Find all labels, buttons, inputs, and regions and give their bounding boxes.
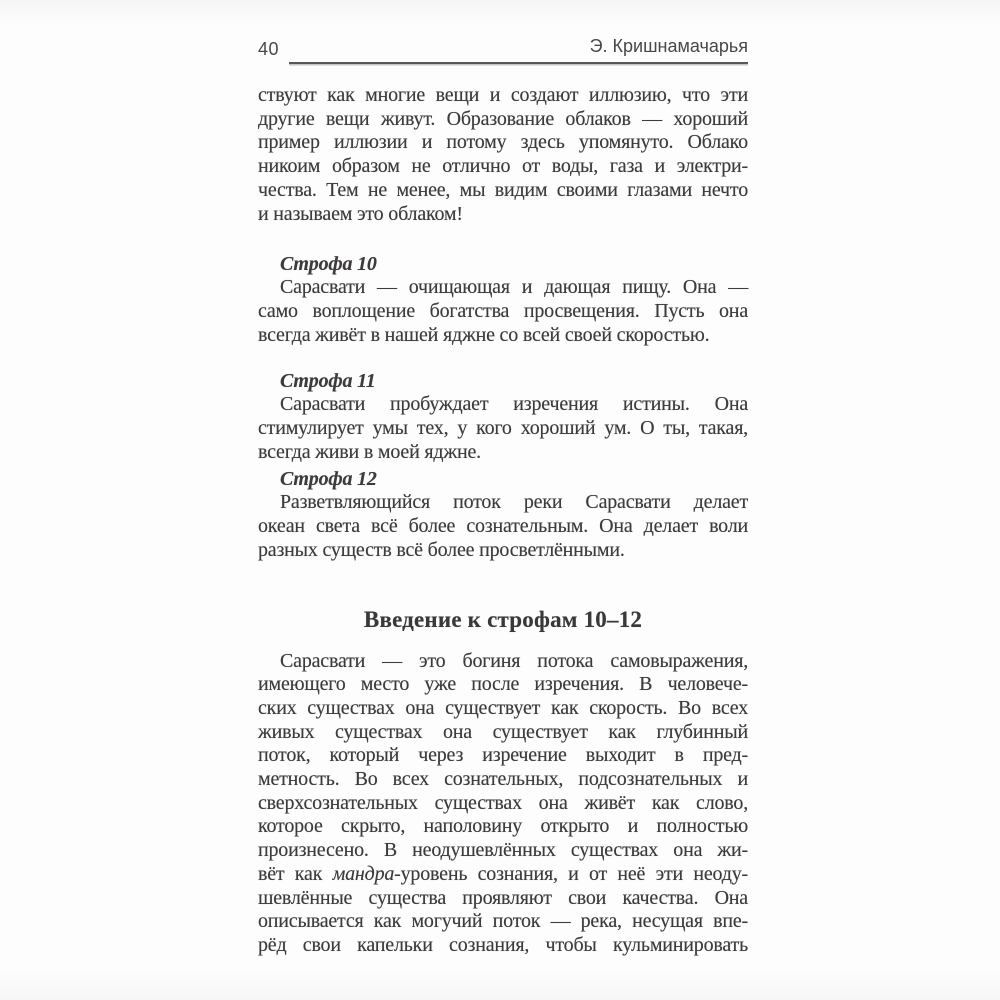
paragraph-continuation [258,84,748,226]
text-line: Разветвляющийся поток реки Сарасвати делает [280,491,748,514]
page-number: 40 [258,39,280,59]
text-line: ствуют как многие вещи и создают иллюзию, что эти [258,84,748,106]
text-line: поток, который через изречение выходит в пред- [258,744,748,767]
text-line: имеющего место уже после изречения. В человече- [258,673,748,696]
text-line: всегда живёт в нашей яджне со всей своей скоростью. [258,323,710,346]
text-line: стимулирует умы тех, у кого хороший ум. О ты, такая, [258,417,748,440]
text-line: шевлённые существа проявляют свои качества. Она [258,886,748,909]
text-line: само воплощение богатства просвещения. Пусть она [258,299,748,322]
stanza-11-paragraph [258,393,748,464]
intro-paragraph [258,650,748,958]
header-rule [289,36,748,64]
text-segment: -уровень сознания, и от неё эти неоду- [394,862,748,885]
text-line: описывается как могучий поток — река, несущая впе- [258,910,748,933]
text-line: всегда живи в моей яджне. [258,440,481,463]
text-line [258,863,748,887]
text-line: произнесено. В неодушевлённых существах она жи- [258,839,748,862]
text-segment: вёт как [258,862,333,885]
text-line: ских существах она существует как скорость. Во всех [258,696,748,719]
text-line: океан света всё более сознательным. Она делает воли [258,515,748,538]
stanza-10-heading: Строфа 10 [280,253,377,276]
italic-term: мандра [332,862,395,885]
text-line: никоим образом не отлично от воды, газа и электри- [258,155,748,178]
text-column [258,36,748,958]
text-line: и называем это облаком! [258,202,463,225]
text-line: разных существ всё более просветлёнными. [258,538,625,561]
stanza-10-paragraph [258,276,748,347]
text-line: живых существах она существует как глубинный [258,720,748,743]
text-line: чества. Тем не менее, мы видим своими глазами нечто [258,178,748,201]
stanza-12-paragraph [258,491,748,562]
stanza-11-heading: Строфа 11 [280,370,376,393]
section-heading: Введение к строфам 10–12 [363,606,643,632]
text-line: другие вещи живут. Образование облаков — хороший [258,107,748,130]
text-line: которое скрыто, наполовину открыто и полностью [258,815,748,838]
text-line: метность. Во всех сознательных, подсознательных и [258,768,748,791]
page-header [258,36,748,64]
text-line: Сарасвати — это богиня потока самовыражения, [280,649,748,672]
text-line: рёд свои капельки сознания, чтобы кульминировать [258,933,748,956]
text-line: Сарасвати — очищающая и дающая пищу. Она — [280,276,748,299]
running-title: Э. Кришнамачарья [589,36,748,56]
text-line: Сарасвати пробуждает изречения истины. Она [280,393,748,416]
text-line: пример иллюзии и потому здесь упомянуто. Облако [258,131,748,154]
stanza-12-heading: Строфа 12 [280,468,377,491]
text-line: сверхсознательных существах она живёт как слово, [258,791,748,814]
